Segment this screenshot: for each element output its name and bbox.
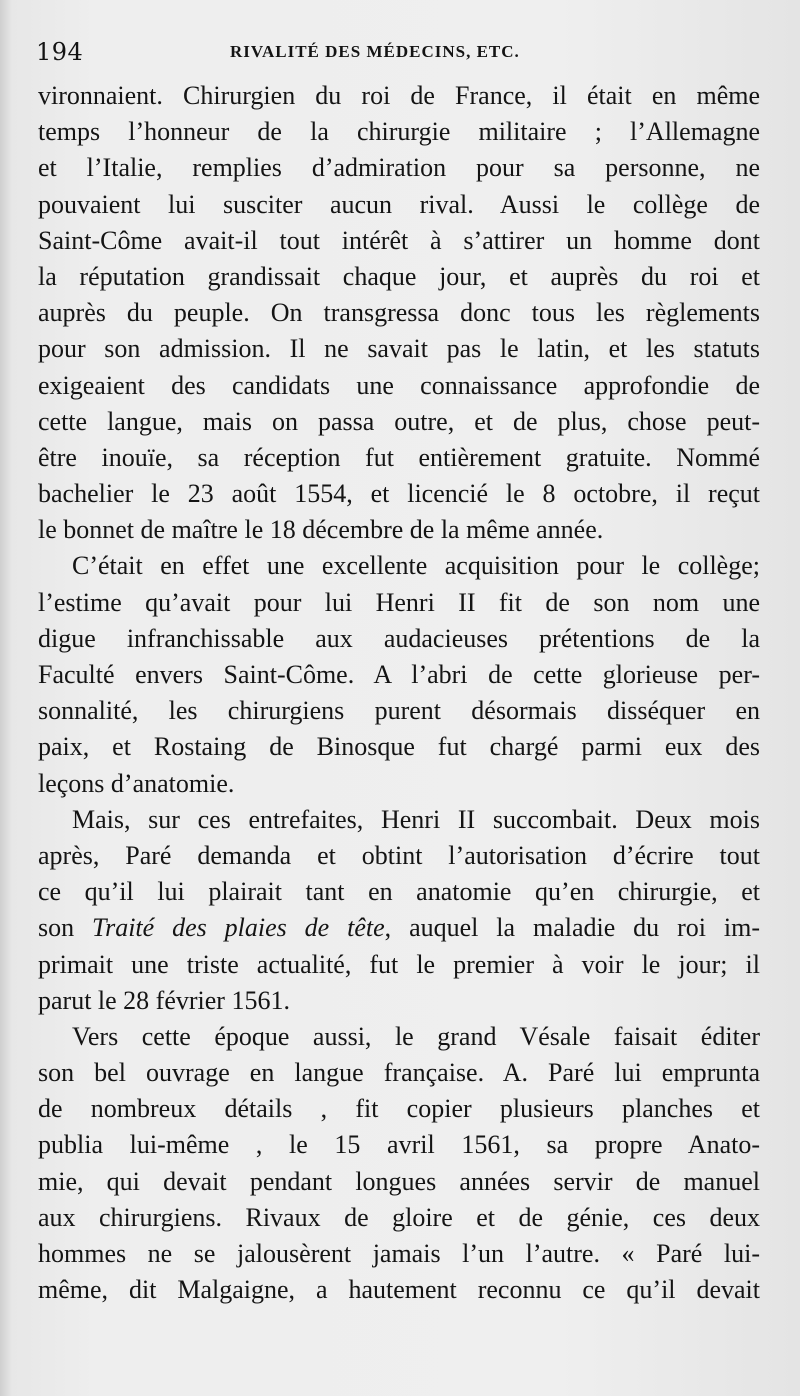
text-line: après, Paré demanda et obtint l’autorisation d’écrire tout: [38, 840, 760, 870]
text-line: le bonnet de maître le 18 décembre de la même année.: [38, 515, 604, 545]
text-line: Faculté envers Saint-Côme. A l’abri de cette glorieuse per-: [38, 660, 760, 689]
text-line: son bel ouvrage en langue française. A. Paré lui emprunta: [38, 1058, 760, 1088]
text-segment: son: [38, 913, 93, 943]
book-title: Traité des plaies de tête: [92, 913, 385, 943]
paragraph-start-line: Mais, sur ces entrefaites, Henri II succombait. Deux mois: [72, 804, 760, 834]
body-text: [38, 78, 760, 1308]
text-line: ce qu’il lui plairait tant en anatomie qu’en chirurgie, et: [38, 877, 760, 907]
text-line: de nombreux détails , fit copier plusieurs planches et: [38, 1094, 760, 1124]
text-line: la réputation grandissait chaque jour, et auprès du roi et: [38, 261, 760, 291]
text-line: l’estime qu’avait pour lui Henri II fit de son nom une: [38, 587, 760, 617]
text-line: pouvaient lui susciter aucun rival. Aussi le collège de: [38, 189, 760, 219]
text-line: paix, et Rostaing de Binosque fut chargé parmi eux des: [38, 732, 760, 762]
text-line: primait une triste actualité, fut le premier à voir le jour; il: [38, 949, 760, 979]
running-head: RIVALITÉ DES MÉDECINS, ETC.: [230, 42, 520, 61]
text-line: vironnaient. Chirurgien du roi de France, il était en même: [38, 81, 760, 110]
text-line: même, dit Malgaigne, a hautement reconnu ce qu’il devait: [38, 1275, 760, 1305]
text-line: auprès du peuple. On transgressa donc tous les règlements: [38, 298, 760, 328]
text-line: aux chirurgiens. Rivaux de gloire et de génie, ces deux: [38, 1202, 760, 1232]
paragraph-start-line: C’était en effet une excellente acquisition pour le collège;: [72, 551, 760, 581]
text-line: bachelier le 23 août 1554, et licencié le 8 octobre, il reçut: [38, 479, 760, 509]
text-line: mie, qui devait pendant longues années servir de manuel: [38, 1166, 760, 1196]
text-line: temps l’honneur de la chirurgie militaire ; l’Allemagne: [38, 117, 760, 147]
text-line: sonnalité, les chirurgiens purent désormais disséquer en: [38, 696, 760, 726]
text-segment: , auquel la maladie du roi im-: [384, 913, 760, 943]
text-line: être inouïe, sa réception fut entièrement gratuite. Nommé: [38, 442, 760, 472]
text-line: parut le 28 février 1561.: [38, 985, 290, 1015]
text-line: leçons d’anatomie.: [38, 768, 235, 798]
text-line: exigeaient des candidats une connaissance approfondie de: [38, 370, 760, 400]
text-line: cette langue, mais on passa outre, et de plus, chose peut-: [38, 406, 760, 436]
text-line: digue infranchissable aux audacieuses prétentions de la: [38, 623, 760, 653]
text-line: et l’Italie, remplies d’admiration pour sa personne, ne: [38, 153, 760, 183]
text-line-with-title: [38, 910, 760, 946]
text-line: Saint-Côme avait-il tout intérêt à s’attirer un homme dont: [38, 225, 760, 255]
text-line: pour son admission. Il ne savait pas le latin, et les statuts: [38, 334, 760, 364]
page-header: [36, 38, 756, 68]
text-line: publia lui-même , le 15 avril 1561, sa propre Anato-: [38, 1130, 760, 1160]
spine-shadow: [0, 0, 12, 1396]
paragraph-start-line: Vers cette époque aussi, le grand Vésale faisait éditer: [72, 1021, 760, 1051]
page-number: 194: [36, 38, 84, 66]
text-line: hommes ne se jalousèrent jamais l’un l’autre. « Paré lui-: [38, 1239, 760, 1268]
